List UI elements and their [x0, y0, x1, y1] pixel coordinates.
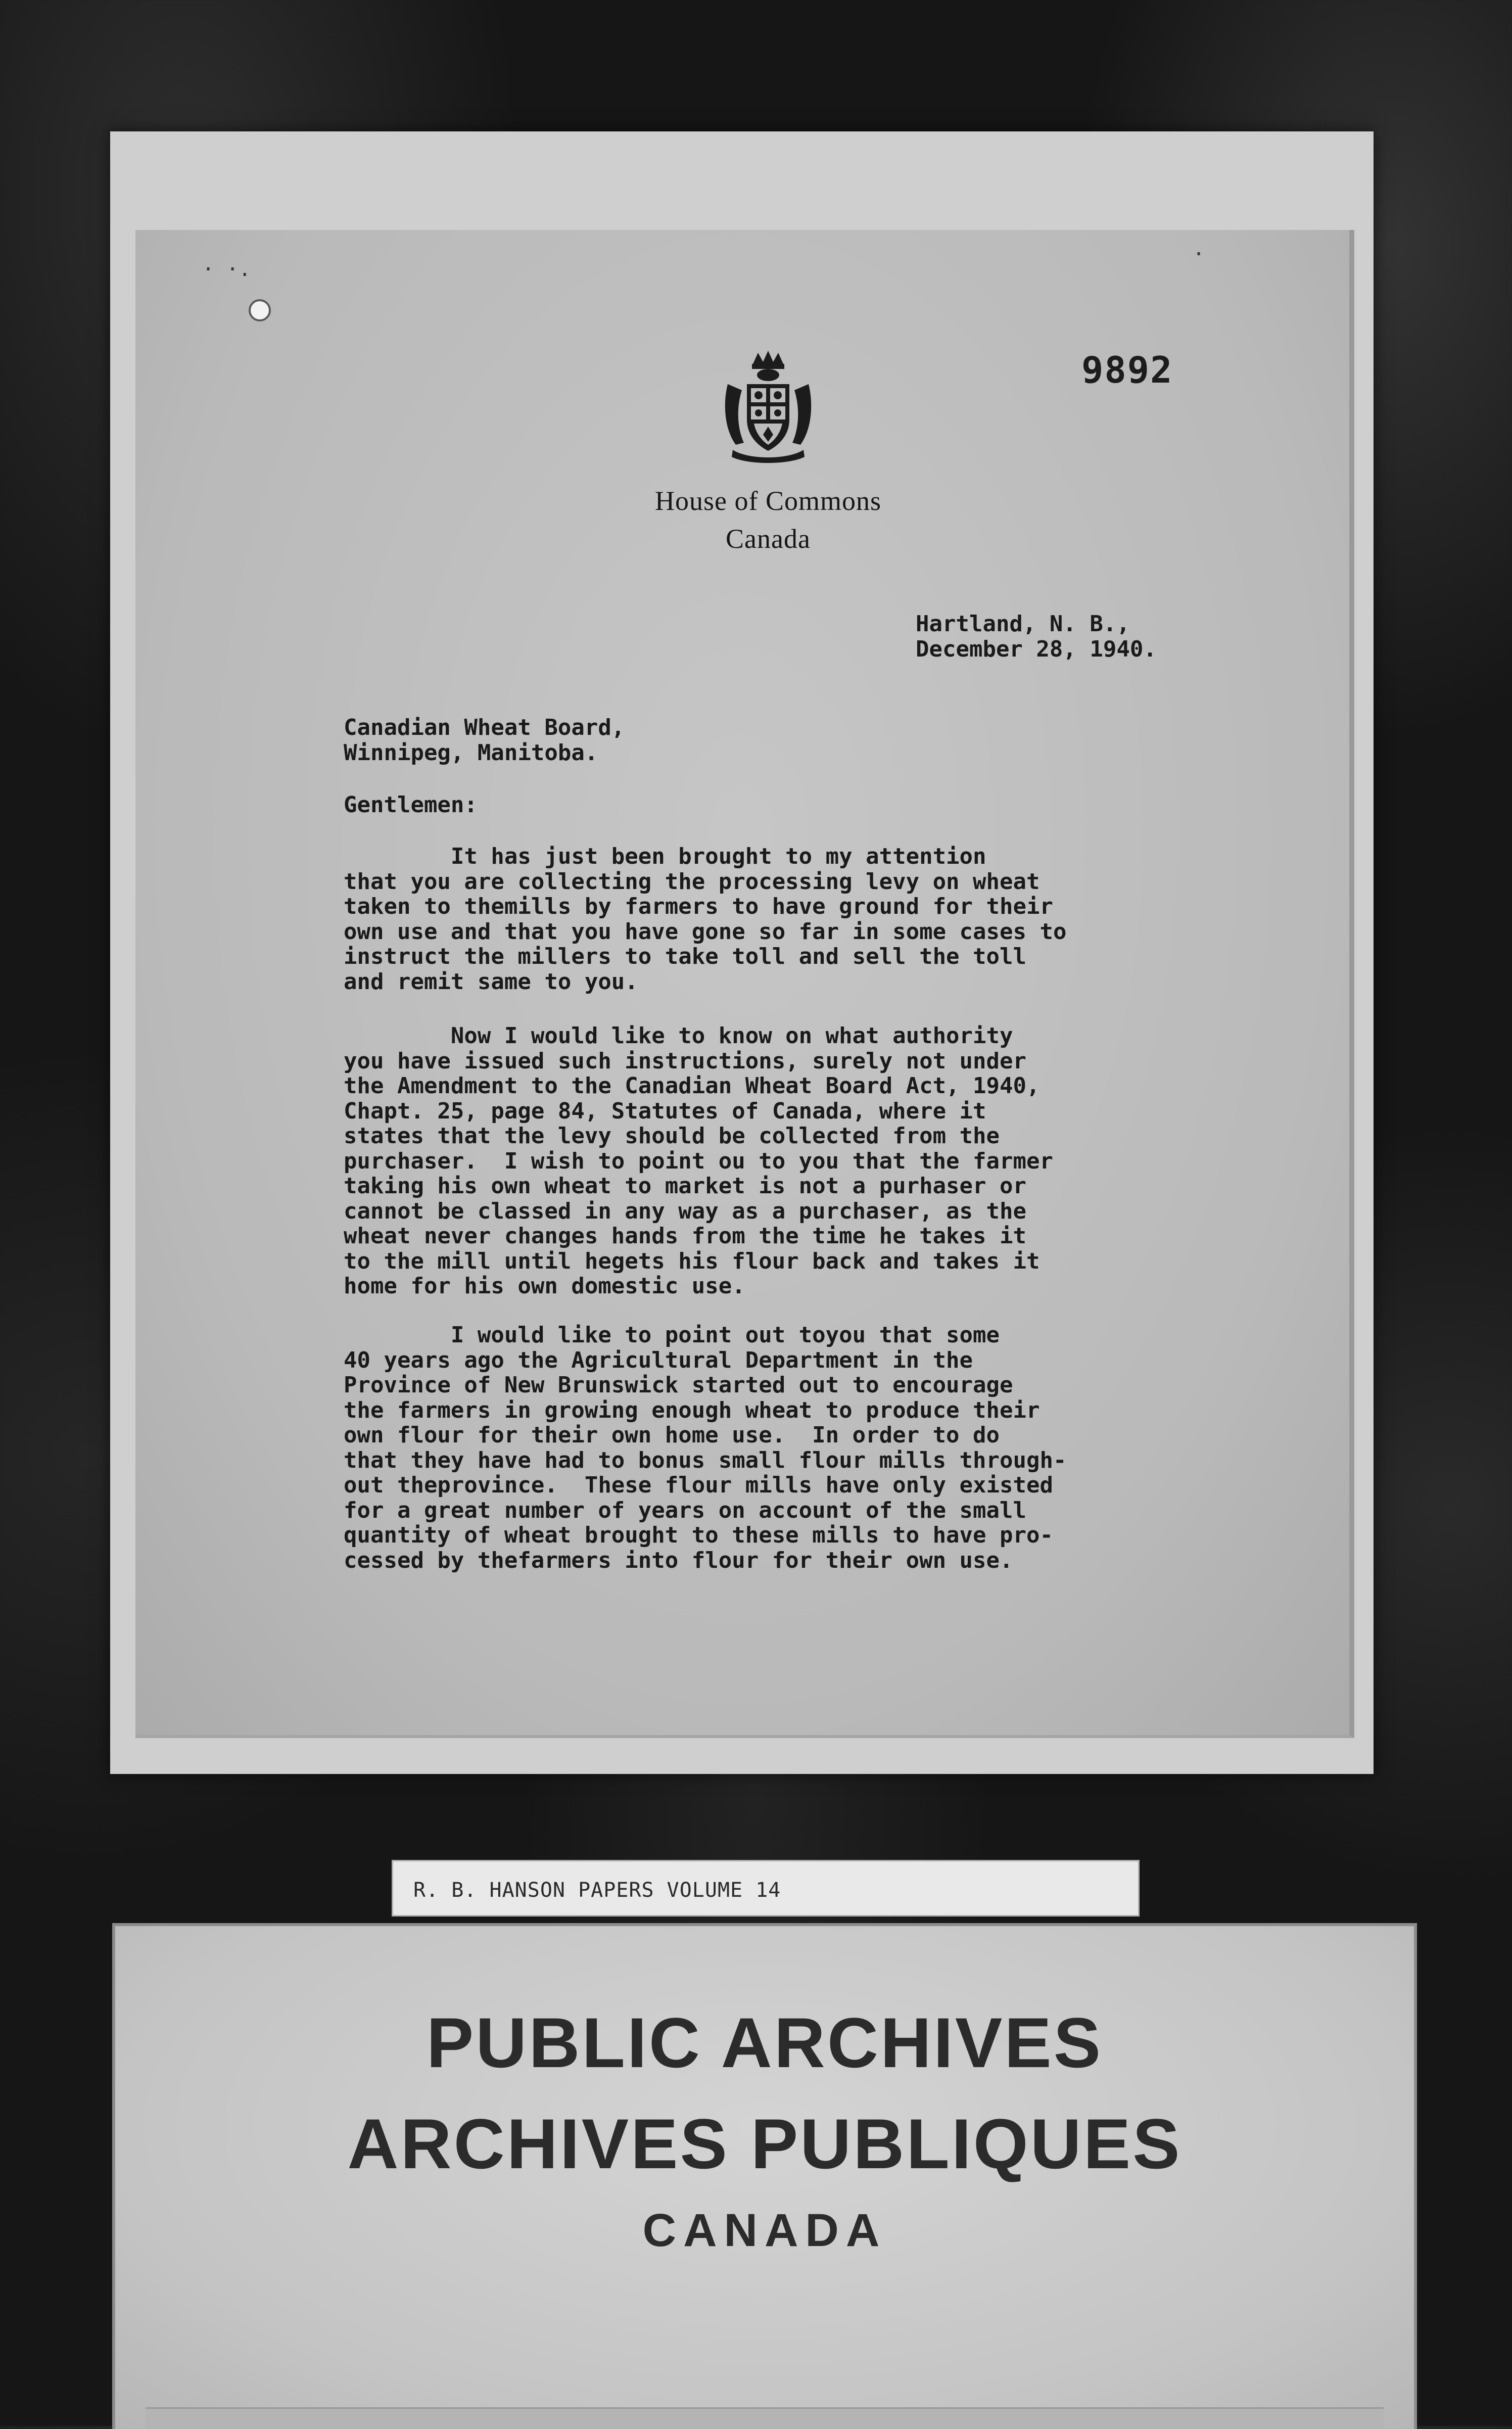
coat-of-arms-emblem: [718, 349, 819, 465]
paragraph-line: and remit same to you.: [344, 968, 638, 995]
paragraph-line: purchaser. I wish to point ou to you that the farmer: [344, 1148, 1053, 1174]
paragraph-line: the farmers in growing enough wheat to produce their: [344, 1397, 1040, 1423]
paragraph-line: instruct the millers to take toll and sell the toll: [344, 944, 1027, 969]
salutation: Gentlemen:: [344, 792, 478, 818]
paragraph-line: that they have had to bonus small flour mills through-: [344, 1447, 1067, 1473]
archive-country: CANADA: [642, 2205, 887, 2256]
binder-hole: [249, 299, 271, 321]
paragraph-line: home for his own domestic use.: [344, 1273, 745, 1299]
paper-specks-right: ·: [1193, 243, 1205, 266]
paragraph-3: [344, 1323, 1066, 1573]
paragraph-line: for a great number of years on account of the small: [344, 1497, 1027, 1523]
paragraph-line: quantity of wheat brought to these mills to have pro-: [344, 1522, 1053, 1548]
paragraph-line: taken to themills by farmers to have ground for their: [344, 894, 1053, 919]
paragraph-line: Chapt. 25, page 84, Statutes of Canada, where it: [344, 1098, 986, 1124]
paragraph-line: wheat never changes hands from the time he takes it: [344, 1223, 1027, 1249]
paragraph-line: states that the levy should be collected from the: [344, 1123, 1000, 1149]
paragraph-line: Now I would like to know on what authority: [344, 1023, 1013, 1049]
date-line: December 28, 1940.: [916, 636, 1157, 662]
paragraph-2: [344, 1023, 1053, 1299]
archive-title-fr: ARCHIVES PUBLIQUES: [347, 2104, 1182, 2183]
paragraph-line: taking his own wheat to market is not a purhaser or: [344, 1173, 1027, 1199]
paragraph-line: to the mill until hegets his flour back and takes it: [344, 1248, 1040, 1274]
volume-label-strip: [392, 1860, 1140, 1917]
letterhead-title: House of Commons: [655, 486, 881, 516]
paragraph-line: I would like to point out toyou that some: [344, 1322, 1000, 1348]
paragraph-line: cannot be classed in any way as a purchaser, as the: [344, 1198, 1027, 1224]
paragraph-line: out theprovince. These flour mills have only existed: [344, 1472, 1053, 1498]
recipient-address: [344, 715, 625, 766]
paragraph-line: the Amendment to the Canadian Wheat Board Act, 1940,: [344, 1073, 1040, 1099]
letterhead-country: Canada: [726, 524, 811, 554]
paragraph-line: 40 years ago the Agricultural Department in the: [344, 1347, 973, 1373]
paragraph-line: own flour for their own home use. In order to do: [344, 1422, 1000, 1448]
place-date-block: [916, 612, 1157, 662]
paper-specks: · ·.: [202, 258, 251, 281]
place-line: Hartland, N. B.,: [916, 611, 1130, 637]
paragraph-line: that you are collecting the processing levy on wheat: [344, 868, 1040, 895]
recipient-line: Winnipeg, Manitoba.: [344, 740, 598, 766]
archive-plate: [112, 1923, 1417, 2429]
volume-label: R. B. HANSON PAPERS VOLUME 14: [413, 1879, 781, 1902]
document-number: 9892: [1081, 349, 1173, 391]
paragraph-1: [344, 844, 1066, 994]
archive-title-en: PUBLIC ARCHIVES: [426, 2003, 1103, 2082]
paragraph-line: It has just been brought to my attention: [344, 844, 986, 869]
paragraph-line: Province of New Brunswick started out to encourage: [344, 1372, 1013, 1398]
paragraph-line: cessed by thefarmers into flour for their own use.: [344, 1547, 1013, 1573]
paragraph-line: you have issued such instructions, surely not under: [344, 1048, 1027, 1074]
paragraph-line: own use and that you have gone so far in some cases to: [344, 918, 1067, 945]
recipient-line: Canadian Wheat Board,: [344, 715, 625, 740]
